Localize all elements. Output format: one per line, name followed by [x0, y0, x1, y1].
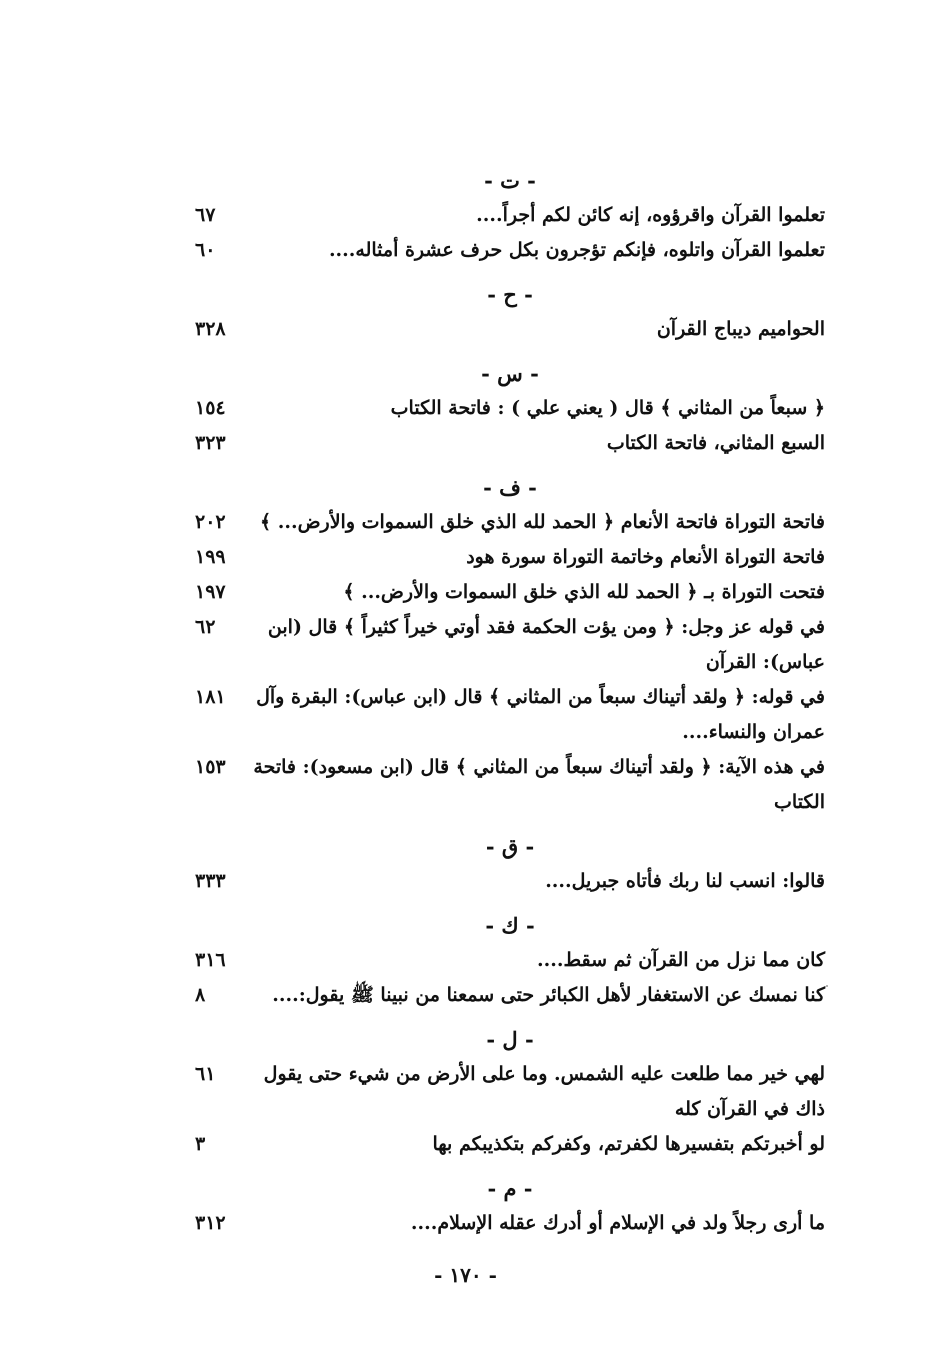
index-section [195, 830, 825, 899]
entry-text: لهي خير مما طلعت عليه الشمس. وما على الأرض من شيء حتى يقول ذاك في القرآن كله [263, 1063, 825, 1120]
entry-text: ﴿ سبعاً من المثاني ﴾ قال ( يعني علي ) : فاتحة الكتاب [390, 397, 825, 419]
index-section [195, 164, 825, 268]
entry-page-number: ١٥٤ [195, 397, 226, 419]
section-letter-heading: - ق - [485, 834, 535, 859]
section-letter-heading: - س - [481, 361, 539, 386]
section-letter-heading: - ح - [487, 282, 533, 307]
index-entry [195, 978, 825, 1013]
entry-page-number: ٦٢ [195, 616, 216, 638]
section-letter-heading: - ك - [485, 913, 535, 938]
index-entry [195, 1127, 825, 1162]
index-entry [195, 1206, 825, 1241]
entry-page-number: ٣ [195, 1133, 206, 1155]
entry-text: لو أخبرتكم بتفسيرها لكفرتم، وكفركم بتكذيبكم بها [432, 1133, 825, 1155]
entry-page-number: ١٨١ [195, 686, 226, 708]
entry-page-number: ١٥٣ [195, 756, 226, 778]
index-section [195, 278, 825, 347]
entry-text: قالوا: انسب لنا ربك فأتاه جبريل.... [545, 870, 825, 892]
index-entry [195, 864, 825, 899]
entry-page-number: ١٩٧ [195, 581, 226, 603]
entry-page-number: ٢٠٢ [195, 511, 226, 533]
entry-text: فاتحة التوراة فاتحة الأنعام ﴿ الحمد لله الذي خلق السموات والأرض... ﴾ [259, 511, 825, 533]
index-entry [195, 1057, 825, 1127]
section-letter-heading: - ف - [483, 475, 537, 500]
entry-text: فاتحة التوراة الأنعام وخاتمة التوراة سورة هود [466, 546, 825, 568]
entry-page-number: ٣٢٣ [195, 432, 226, 454]
entry-page-number: ٦٠ [195, 239, 216, 261]
index-entry [195, 540, 825, 575]
scan-speck [826, 985, 828, 987]
index-entry [195, 198, 825, 233]
entry-page-number: ٣١٢ [195, 1212, 226, 1234]
entry-text: كنا نمسك عن الاستغفار لأهل الكبائر حتى سمعنا من نبينا ﷺ يقول:.... [272, 984, 825, 1006]
section-letter-heading: - ت - [484, 168, 536, 193]
entry-page-number: ٦٧ [195, 204, 216, 226]
entry-text: في قوله: ﴿ ولقد أتيناك سبعاً من المثاني ﴾ قال (ابن عباس): البقرة وآل عمران والنساء.... [256, 686, 825, 743]
entry-text: فتحت التوراة بـ ﴿ الحمد لله الذي خلق السموات والأرض... ﴾ [343, 581, 825, 603]
entry-page-number: ٣٢٨ [195, 318, 226, 340]
page-number: - ١٧٠ - [434, 1263, 497, 1287]
entry-page-number: ٦١ [195, 1063, 216, 1085]
entry-text: في هذه الآية: ﴿ ولقد أتيناك سبعاً من المثاني ﴾ قال (ابن مسعود): فاتحة الكتاب [253, 756, 825, 813]
index-entry [195, 391, 825, 426]
index-entry [195, 750, 825, 820]
entry-text: تعلموا القرآن واقرؤوه، إنه كائن لكم أجراً.... [476, 204, 825, 226]
index-section [195, 357, 825, 461]
entry-text: تعلموا القرآن واتلوه، فإنكم تؤجرون بكل حرف عشرة أمثاله.... [328, 239, 825, 261]
section-letter-heading: - م - [487, 1176, 533, 1201]
hadith-index-list [195, 160, 825, 1251]
entry-page-number: ٣١٦ [195, 949, 226, 971]
entry-page-number: ٨ [195, 984, 206, 1006]
index-entry [195, 426, 825, 461]
index-section [195, 471, 825, 820]
entry-page-number: ٣٣٣ [195, 870, 226, 892]
entry-page-number: ١٩٩ [195, 546, 226, 568]
entry-text: كان مما نزل من القرآن ثم سقط.... [537, 949, 825, 971]
index-section [195, 1023, 825, 1162]
index-entry [195, 610, 825, 680]
entry-text: الحواميم ديباج القرآن [656, 318, 825, 340]
index-entry [195, 505, 825, 540]
entry-text: في قوله عز وجل: ﴿ ومن يؤت الحكمة فقد أوتي خيراً كثيراً ﴾ قال (ابن عباس): القرآن [267, 616, 825, 673]
entry-text: ما أرى رجلاً ولد في الإسلام أو أدرك عقله الإسلام.... [410, 1212, 825, 1234]
index-entry [195, 575, 825, 610]
entry-text: السبع المثاني، فاتحة الكتاب [606, 432, 825, 454]
section-letter-heading: - ل - [486, 1027, 534, 1052]
index-entry [195, 312, 825, 347]
index-section [195, 909, 825, 1013]
index-entry [195, 233, 825, 268]
index-section [195, 1172, 825, 1241]
index-entry [195, 680, 825, 750]
index-entry [195, 943, 825, 978]
